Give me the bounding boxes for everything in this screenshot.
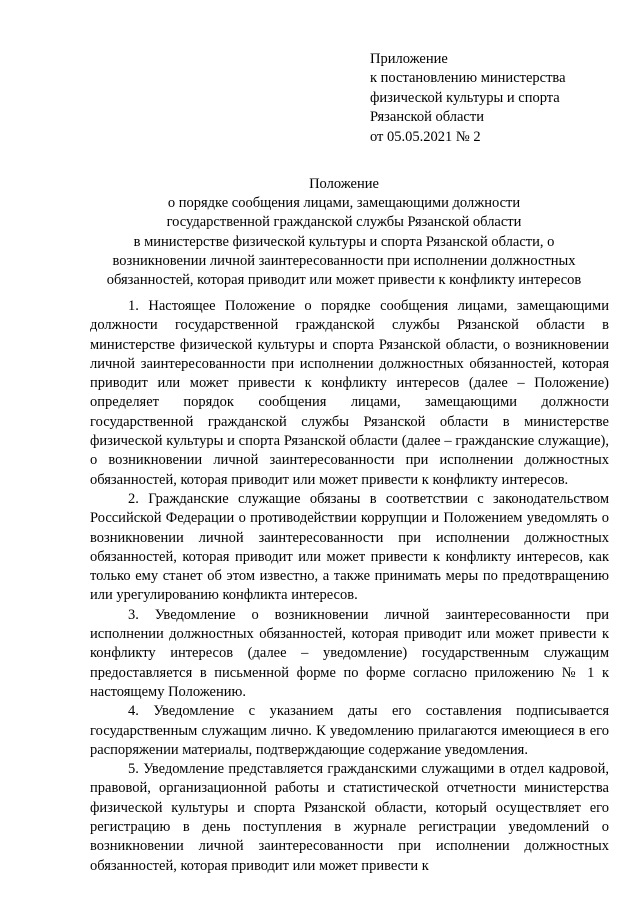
subtitle-line: государственной гражданской службы Рязанской области	[166, 214, 522, 231]
appendix-line: к постановлению министерства	[370, 70, 566, 87]
appendix-line: Приложение	[370, 51, 448, 67]
appendix-block	[370, 50, 566, 147]
appendix-line: физической культуры и спорта	[370, 89, 560, 106]
paragraph-4: 4. Уведомление с указанием даты его составления подписывается государственным служащим лично. К уведомлению прилагаются имеющиеся в его распоряжении материалы, подтверждающие содержание уведомления.	[90, 703, 609, 758]
paragraph-3: 3. Уведомление о возникновении личной заинтересованности при исполнении должностных обязанностей, которая приводит или может привести к конфликту интересов (далее – уведомление) государственным служащим предоставляется в письменной форме по форме согласно приложению № 1 к настоящему Положению.	[90, 606, 609, 700]
subtitle-line: возникновении личной заинтересованности при исполнении должностных	[112, 252, 576, 269]
appendix-date-line: от 05.05.2021 № 2	[370, 128, 481, 145]
paragraph-2: 2. Гражданские служащие обязаны в соответствии с законодательством Российской Федерации о противодействии коррупции и Положением уведомлять о возникновении личной заинтересованности при исполнении должностных обязанностей, которая приводит или может привести к конфликту интересов, как только ему станет об этом известно, а также принимать меры по предотвращению или урегулированию конфликта интересов.	[90, 490, 609, 604]
document-heading: Положение	[309, 176, 379, 192]
paragraph-5: 5. Уведомление представляется гражданскими служащими в отдел кадровой, правовой, организационной работы и статистической отчетности министерства физической культуры и спорта Рязанской области, который осуществляет его регистрацию в день поступления в журнале регистрации уведомлений о возникновении личной заинтересованности при исполнении должностных обязанностей, которая приводит или может привести к	[90, 761, 609, 874]
document-body	[90, 297, 609, 876]
document-subtitle	[90, 194, 598, 290]
appendix-line: Рязанской области	[370, 109, 484, 126]
subtitle-line: в министерстве физической культуры и спорта Рязанской области, о	[133, 233, 555, 250]
subtitle-line: о порядке сообщения лицами, замещающими должности	[167, 195, 521, 212]
subtitle-line: обязанностей, которая приводит или может привести к конфликту интересов	[106, 272, 582, 289]
title-block	[90, 175, 598, 290]
paragraph-1: 1. Настоящее Положение о порядке сообщения лицами, замещающими должности государственной гражданской службы Рязанской области в министерстве физической культуры и спорта Рязанской области, о возникновении личной заинтересованности при исполнении должностных обязанностей, которая приводит или может привести к конфликту интересов (далее – Положение) определяет порядок сообщения лицами, замещающими должности государственной гражданской службы Рязанской области в министерстве физической культуры и спорта Рязанской области (далее – гражданские служащие), о возникновении личной заинтересованности при исполнении должностных обязанностей, которая приводит или может привести к конфликту интересов.	[90, 298, 609, 488]
